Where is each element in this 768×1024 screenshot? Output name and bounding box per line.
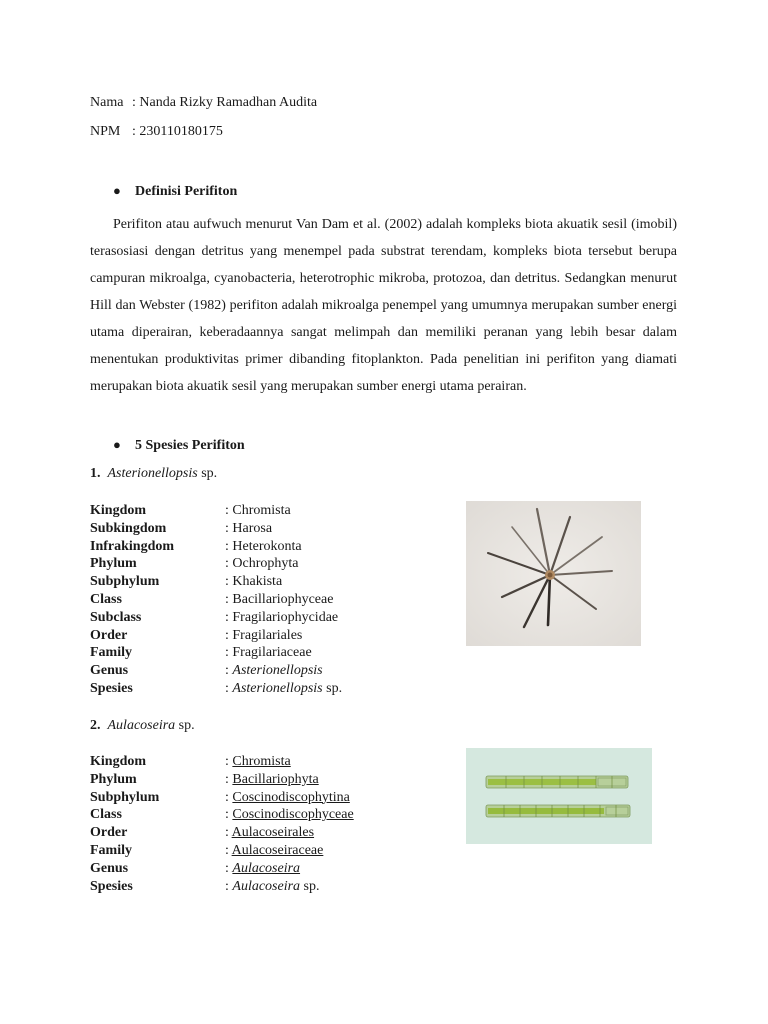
section-heading-definisi — [113, 184, 413, 202]
species-heading-1 — [90, 466, 217, 482]
taxonomy-key: Order — [90, 627, 128, 643]
taxonomy-table-1 — [90, 502, 342, 698]
taxonomy-row — [90, 771, 354, 789]
taxonomy-row — [90, 520, 342, 538]
taxonomy-key: Kingdom — [90, 503, 147, 518]
taxonomy-row — [90, 591, 342, 609]
npm-value: : 230110180175 — [132, 124, 223, 139]
taxonomy-key: Family — [90, 645, 132, 661]
taxonomy-row — [90, 824, 354, 842]
taxonomy-key: Phylum — [90, 556, 137, 572]
taxonomy-key: Order — [90, 825, 128, 841]
taxonomy-value: : Ochrophyta — [225, 556, 299, 572]
taxonomy-value: : Aulacoseira — [225, 860, 301, 876]
taxonomy-key: Infrakingdom — [90, 538, 175, 554]
taxonomy-key: Subkingdom — [90, 520, 167, 536]
taxonomy-value: : Khakista — [225, 574, 283, 590]
section-heading-text: 5 Spesies Perifiton — [135, 438, 245, 453]
species-suffix: sp. — [175, 718, 195, 733]
taxonomy-row — [90, 842, 354, 860]
taxonomy-value: : Asterionellopsis sp. — [225, 680, 343, 696]
taxonomy-value: : Aulacoseira sp. — [225, 878, 320, 894]
taxonomy-key: Genus — [90, 860, 129, 876]
name-value: : Nanda Rizky Ramadhan Audita — [132, 95, 318, 110]
taxonomy-key: Class — [90, 807, 122, 823]
taxonomy-value: : Bacillariophyta — [225, 771, 319, 787]
taxonomy-key: Spesies — [90, 878, 133, 894]
asterionellopsis-photo — [466, 501, 641, 646]
species-name: Asterionellopsis — [107, 466, 198, 481]
taxonomy-key: Phylum — [90, 771, 137, 787]
species-number: 2. — [90, 718, 101, 733]
taxonomy-key: Class — [90, 591, 122, 607]
taxonomy-value: : Fragilariophycidae — [225, 609, 339, 625]
taxonomy-value: : Fragilariaceae — [225, 645, 312, 661]
taxonomy-table-2 — [90, 753, 354, 895]
taxonomy-row — [90, 662, 342, 680]
species-number: 1. — [90, 466, 101, 481]
taxonomy-row — [90, 538, 342, 556]
taxonomy-value: : Asterionellopsis — [225, 663, 323, 679]
taxonomy-value: : Fragilariales — [225, 627, 303, 643]
npm-line — [90, 124, 490, 142]
taxonomy-row — [90, 789, 354, 807]
taxonomy-row — [90, 609, 342, 627]
taxonomy-row — [90, 555, 342, 573]
taxonomy-row — [90, 573, 342, 591]
asterionellopsis-micrograph — [466, 501, 641, 646]
taxonomy-value: : Aulacoseiraceae — [225, 842, 324, 858]
section-heading-text: Definisi Perifiton — [135, 184, 238, 199]
taxonomy-value: : Coscinodiscophyceae — [225, 807, 354, 823]
taxonomy-value: : Bacillariophyceae — [225, 591, 334, 607]
species-suffix: sp. — [197, 466, 218, 481]
taxonomy-key: Subphylum — [90, 574, 160, 590]
taxonomy-row — [90, 502, 342, 520]
taxonomy-row — [90, 878, 354, 896]
aulacoseira-micrograph — [466, 748, 652, 844]
species-heading-2 — [90, 718, 195, 734]
taxonomy-value: : Coscinodiscophytina — [225, 789, 350, 805]
bullet-icon: ● — [113, 437, 121, 452]
taxonomy-row — [90, 680, 342, 698]
bullet-icon: ● — [113, 183, 121, 198]
name-label: Nama — [90, 95, 124, 110]
taxonomy-value: : Harosa — [225, 520, 273, 536]
species-name: Aulacoseira — [107, 718, 176, 733]
aulacoseira-photo — [466, 748, 652, 844]
taxonomy-value: : Chromista — [225, 754, 291, 769]
taxonomy-key: Spesies — [90, 680, 133, 696]
paragraph-text: Perifiton atau aufwuch menurut Van Dam et al. (2002) adalah kompleks biota akuatik sesil (imobil) terasosiasi dengan detritus yang menempel pada substrat terendam, kompleks biota tersebut berupa campuran mikroalga, cyanobacteria, heterotrophic mikroba, protozoa, dan detritus. Sedangkan menurut Hill dan Webster (1982) perifiton adalah mikroalga penempel yang umumnya merupakan sumber energi utama diperairan, keberadaannya sangat melimpah dan memiliki peranan yang lebih besar dalam menentukan produktivitas primer dibanding fitoplankton. Pada penelitian ini perifiton yang diamati merupakan biota akuatik sesil yang merupakan sumber energi utama perairan. — [90, 217, 677, 394]
taxonomy-key: Subphylum — [90, 789, 160, 805]
taxonomy-key: Family — [90, 842, 132, 858]
definition-paragraph — [90, 211, 677, 400]
taxonomy-value: : Chromista — [225, 503, 291, 518]
taxonomy-row — [90, 627, 342, 645]
taxonomy-key: Genus — [90, 663, 129, 679]
taxonomy-value: : Heterokonta — [225, 538, 302, 554]
taxonomy-row — [90, 644, 342, 662]
taxonomy-key: Subclass — [90, 609, 142, 625]
name-line — [90, 95, 490, 113]
taxonomy-row — [90, 753, 354, 771]
taxonomy-value: : Aulacoseirales — [225, 825, 315, 841]
section-heading-spesies — [113, 438, 413, 456]
npm-label: NPM — [90, 124, 121, 139]
taxonomy-row — [90, 806, 354, 824]
taxonomy-key: Kingdom — [90, 754, 147, 769]
taxonomy-row — [90, 860, 354, 878]
